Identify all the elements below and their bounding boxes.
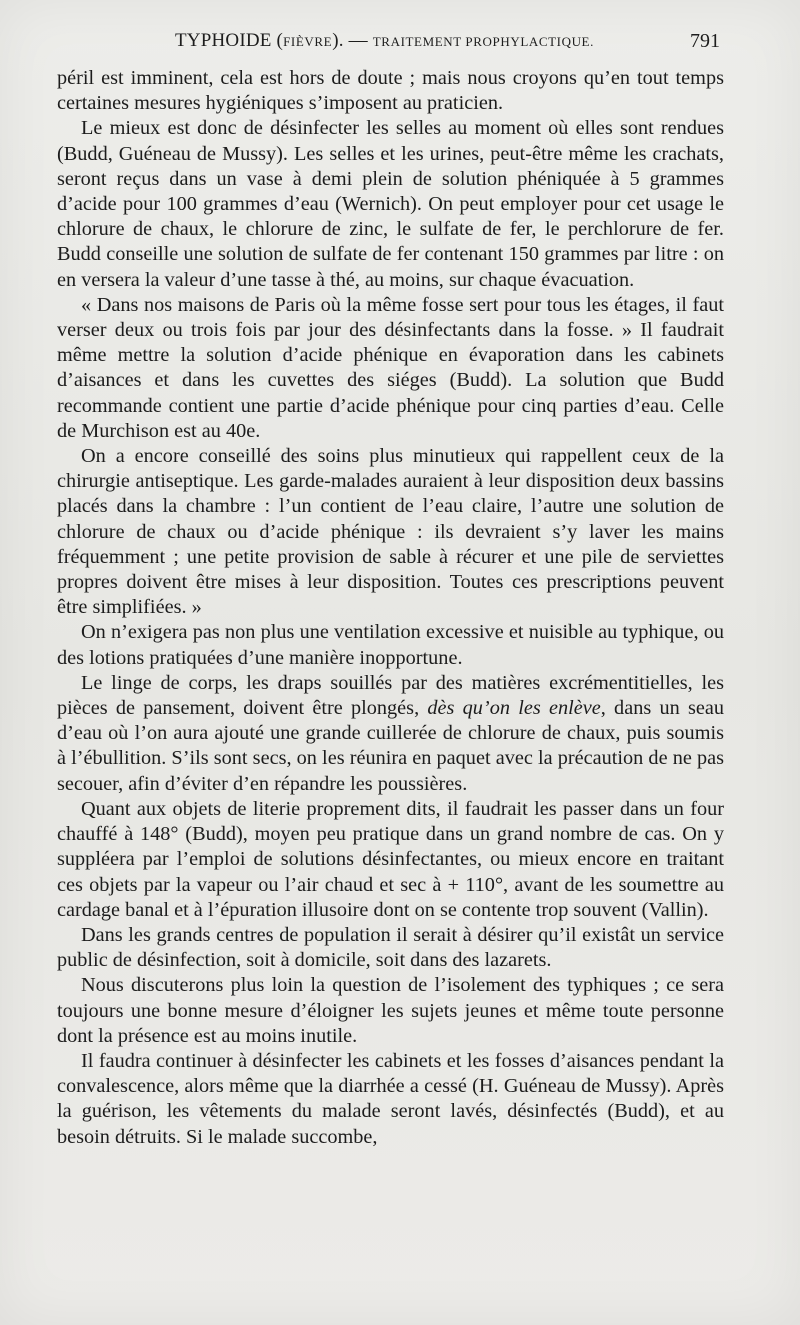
paragraph: Il faudra continuer à désinfecter les cabinets et les fosses d’aisances pendant la convalescence, alors même que la diarrhée a cessé (H. Guéneau de Mussy). Après la guérison, les vêtements du malade seront lavés, désinfectés (Budd), et au besoin détruits. Si le malade succombe, <box>57 1049 724 1148</box>
paragraph: Le mieux est donc de désinfecter les selles au moment où elles sont rendues (Budd, Guéneau de Mussy). Les selles et les urines, peut-être même les crachats, seront reçus dans un vase à demi plein de solution phéniquée à 5 grammes d’acide pour 100 grammes d’eau (Wernich). On peut employer pour cet usage le chlorure de chaux, le chlorure de zinc, le sulfate de fer, le perchlorure de fer. Budd conseille une solution de sulfate de fer contenant 150 grammes par litre : on en versera la valeur d’une tasse à thé, au moins, sur chaque évacuation. <box>57 117 724 291</box>
paragraph-text: Le linge de corps, les draps souillés par des matières excrémentitielles, les pièces de pansement, doivent être plongés, <box>57 671 724 720</box>
italic-phrase: dès qu’on les enlève <box>427 697 601 720</box>
title-smallcaps: FIÈVRE <box>283 34 333 49</box>
running-title <box>175 30 594 52</box>
title-rest: ). — <box>332 30 373 51</box>
running-subtitle: TRAITEMENT PROPHYLACTIQUE. <box>372 34 594 49</box>
paragraph <box>57 671 724 797</box>
paragraph: On n’exigera pas non plus une ventilation excessive et nuisible au typhique, ou des lotions pratiquées d’une manière inopportune. <box>57 621 724 669</box>
running-header <box>57 30 722 62</box>
paragraph: péril est imminent, cela est hors de doute ; mais nous croyons qu’en tout temps certaines mesures hygiéniques s’imposent au praticien. <box>57 67 724 115</box>
body-text <box>57 66 724 1150</box>
paragraph: On a encore conseillé des soins plus minutieux qui rappellent ceux de la chirurgie antiseptique. Les garde-malades auraient à leur disposition deux bassins placés dans la chambre : l’un contient de l’eau claire, l’autre une solution de chlorure de chaux ou d’acide phénique : ils devraient s’y laver les mains fréquemment ; une petite provision de sable à récurer et une pile de serviettes propres doivent être mises à leur disposition. Toutes ces prescriptions peuvent être simplifiées. » <box>57 445 724 619</box>
paragraph: Dans les grands centres de population il serait à désirer qu’il existât un service public de désinfection, soit à domicile, soit dans des lazarets. <box>57 923 724 972</box>
paragraph-text: , dans un seau d’eau où l’on aura ajouté une grande cuillerée de chlorure de chaux, puis soumis à l’ébullition. S’ils sont secs, on les réunira en paquet avec la précaution de ne pas secouer, afin d’éviter d’en répandre les poussières. <box>57 697 725 795</box>
page-number: 791 <box>690 30 720 52</box>
paragraph: Nous discuterons plus loin la question de l’isolement des typhiques ; ce sera toujours une bonne mesure d’éloigner les sujets jeunes et même toute personne dont la présence est au moins inutile. <box>57 974 724 1047</box>
paragraph: « Dans nos maisons de Paris où la même fosse sert pour tous les étages, il faut verser deux ou trois fois par jour des désinfectants dans la fosse. » Il faudrait même mettre la solution d’acide phénique en évaporation dans les cabinets d’aisances et dans les cuvettes des siéges (Budd). La solution que Budd recommande contient une partie d’acide phénique pour cinq parties d’eau. Celle de Murchison est au 40e. <box>57 293 724 442</box>
title-main: TYPHOIDE ( <box>175 30 284 51</box>
paragraph: Quant aux objets de literie proprement dits, il faudrait les passer dans un four chauffé à 148° (Budd), moyen peu pratique dans un grand nombre de cas. On y suppléera par l’emploi de solutions désinfectantes, ou mieux encore en traitant ces objets par la vapeur ou l’air chaud et sec à + 110°, avant de les soumettre au cardage banal et à l’épuration illusoire dont on se contente trop souvent (Vallin). <box>57 797 724 921</box>
